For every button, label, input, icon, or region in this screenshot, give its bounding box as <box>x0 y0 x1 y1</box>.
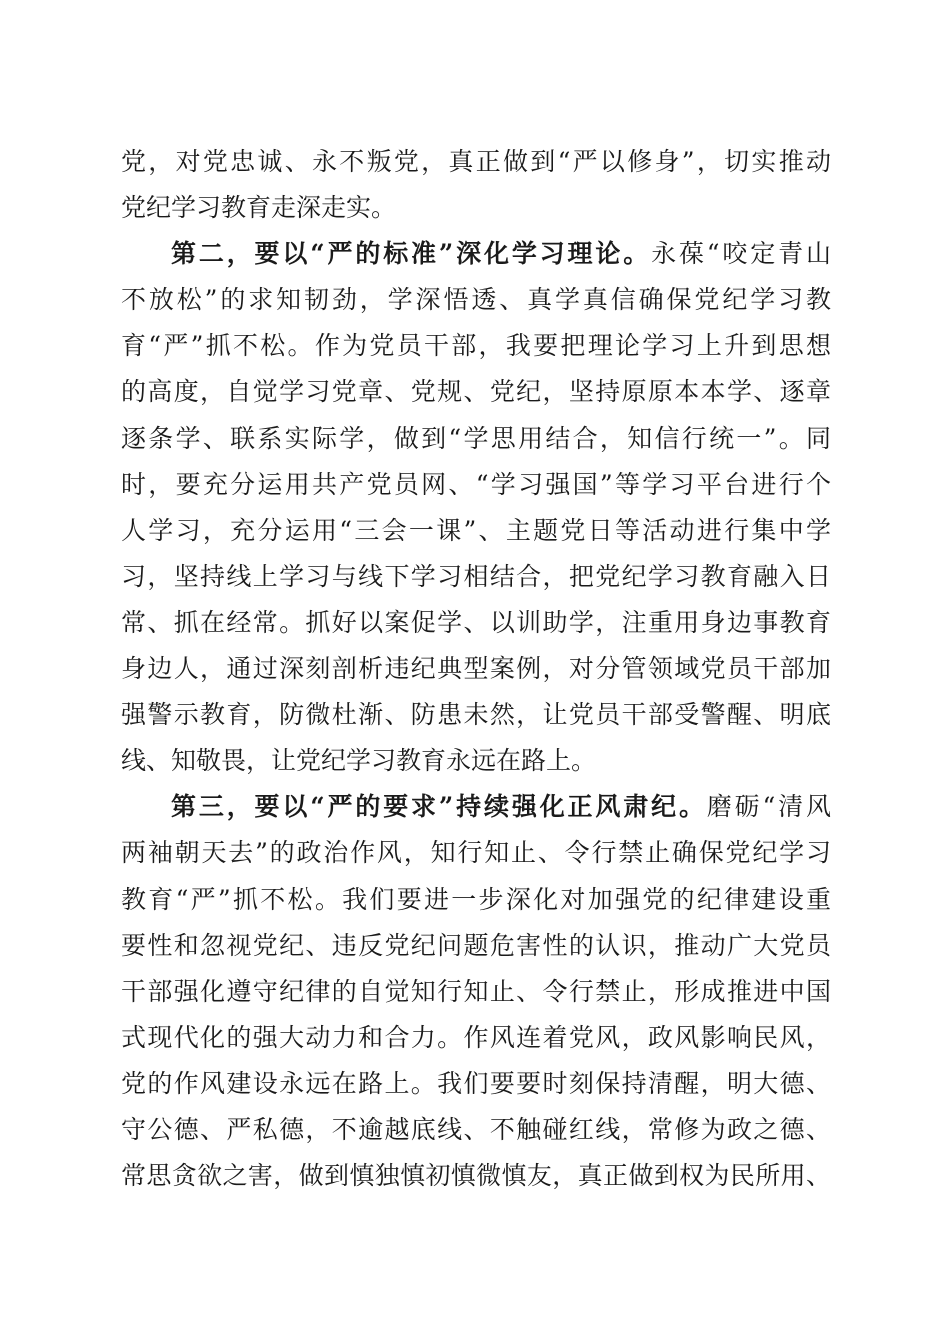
text-run: 磨砺“清风 <box>706 792 832 822</box>
text-line: 教育“严”抓不松。我们要进一步深化对加强党的纪律建设重 <box>121 884 831 914</box>
paragraph-2 <box>121 231 831 784</box>
text-line: 要性和忽视党纪、违反党纪问题危害性的认识，推动广大党员 <box>121 930 831 960</box>
text-line: 的高度，自觉学习党章、党规、党纪，坚持原原本本学、逐章 <box>121 377 831 407</box>
text-line: 强警示教育，防微杜渐、防患未然，让党员干部受警醒、明底 <box>121 700 831 730</box>
text-line <box>121 784 831 830</box>
text-line: 身边人，通过深刻剖析违纪典型案例，对分管领域党员干部加 <box>121 654 831 684</box>
paragraph-3 <box>121 784 831 1199</box>
paragraph-1 <box>121 139 831 231</box>
text-line <box>121 231 831 277</box>
text-line: 党，对党忠诚、永不叛党，真正做到“严以修身”，切实推动 <box>121 147 831 176</box>
text-line: 逐条学、联系实际学，做到“学思用结合，知信行统一”。同 <box>121 423 831 453</box>
paragraph-heading: 第二，要以“严的标准”深化学习理论。 <box>171 239 652 269</box>
text-line: 习，坚持线上学习与线下学习相结合，把党纪学习教育融入日 <box>121 561 831 591</box>
document-body <box>121 139 831 1199</box>
text-line: 常、抓在经常。抓好以案促学、以训助学，注重用身边事教育 <box>121 607 831 637</box>
text-line: 育“严”抓不松。作为党员干部，我要把理论学习上升到思想 <box>121 331 831 361</box>
paragraph-heading: 第三，要以“严的要求”持续强化正风肃纪。 <box>171 792 707 822</box>
text-line: 党的作风建设永远在路上。我们要要时刻保持清醒，明大德、 <box>121 1068 831 1098</box>
text-line: 线、知敬畏，让党纪学习教育永远在路上。 <box>121 746 597 776</box>
text-line: 人学习，充分运用“三会一课”、主题党日等活动进行集中学 <box>121 515 831 545</box>
text-line: 不放松”的求知韧劲，学深悟透、真学真信确保党纪学习教 <box>121 285 831 315</box>
text-line: 两袖朝天去”的政治作风，知行知止、令行禁止确保党纪学习 <box>121 838 831 868</box>
text-line: 式现代化的强大动力和合力。作风连着党风，政风影响民风， <box>121 1022 831 1052</box>
text-line: 干部强化遵守纪律的自觉知行知止、令行禁止，形成推进中国 <box>121 976 831 1006</box>
text-line: 常思贪欲之害，做到慎独慎初慎微慎友，真正做到权为民所用、 <box>121 1161 831 1191</box>
text-line: 党纪学习教育走深走实。 <box>121 193 397 223</box>
text-line: 时，要充分运用共产党员网、“学习强国”等学习平台进行个 <box>121 469 831 499</box>
text-run: 永葆“咬定青山 <box>651 239 831 269</box>
text-line: 守公德、严私德，不逾越底线、不触碰红线，常修为政之德、 <box>121 1114 831 1144</box>
